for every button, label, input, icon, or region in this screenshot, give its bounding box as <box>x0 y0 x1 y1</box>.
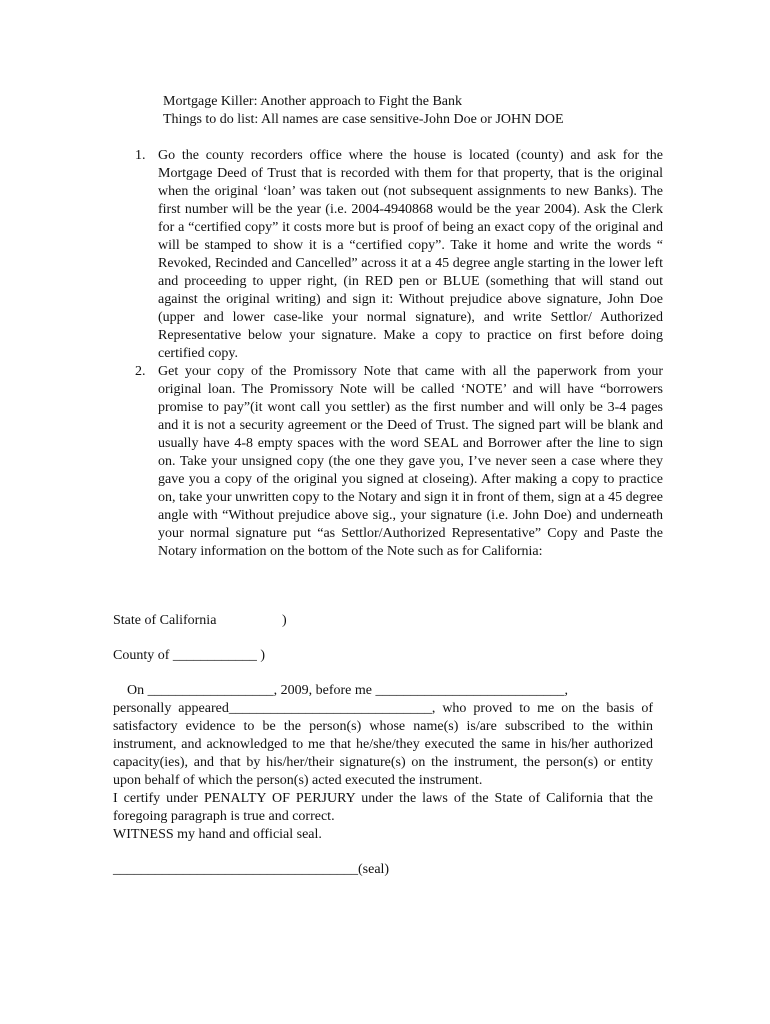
list-item <box>113 363 663 561</box>
county-line: County of ____________ ) <box>113 648 266 663</box>
list-item-number: 1. <box>135 148 146 163</box>
notary-first-line: On __________________, 2009, before me ___________________________, <box>127 683 568 698</box>
state-paren: ) <box>282 613 287 628</box>
witness-line: WITNESS my hand and official seal. <box>113 827 322 842</box>
list-item-text: Go the county recorders office where the house is located (county) and ask for the Mortgage Deed of Trust that is recorded with them for that property, that is the original when the original ‘loan’ was taken out (not subsequent assignments to new Banks). The first number will be the year (i.e. 2004-4940868 would be the year 2004). Ask the Clerk for a “certified copy” it costs more but is proof of being an exact copy of the original and will be stamped to show it is a “certified copy”. Take it home and write the words “ Revoked, Recinded and Cancelled” across it at a 45 degree angle starting in the lower left and proceeding to upper right, (in RED pen or BLUE (something that will stand out against the original writing) and sign it: Without prejudice above signature, John Doe (upper and lower case-like your normal signature), and write Settlor/ Authorized Representative below your signature. Make a copy to practice on first before doing certified copy. <box>158 148 663 361</box>
document-title: Mortgage Killer: Another approach to Fight the Bank <box>163 94 462 109</box>
seal-signature-line: ___________________________________(seal) <box>113 862 390 877</box>
notary-acknowledgment: personally appeared_____________________________, who proved to me on the basis of satisfactory evidence to be the person(s) whose name(s) is/are subscribed to the within instrument, and acknowledged to me that he/she/they executed the same in his/her authorized capacity(ies), and that by his/her/their signature(s) on the instrument, the person(s) or entity upon behalf of which the person(s) acted executed the instrument. <box>113 701 653 788</box>
state-label: State of California <box>113 613 217 628</box>
document-header <box>163 93 683 129</box>
certify-statement: I certify under PENALTY OF PERJURY under the laws of the State of California that the foregoing paragraph is true and correct. <box>113 791 653 824</box>
list-item-text: Get your copy of the Promissory Note that came with all the paperwork from your original loan. The Promissory Note will be called ‘NOTE’ and will have “borrowers promise to pay”(it wont call you settler) as the first number and will only be 3-4 pages and it is not a security agreement or the Deed of Trust. The signed part will be blank and usually have 4-8 empty spaces with the word SEAL and Borrower after the line to sign on. Take your unsigned copy (the one they gave you, I’ve never seen a case where they gave you a copy of the original you signed at closeing). After making a copy to practice on, take your unwritten copy to the Notary and sign it in front of them, sign at a 45 degree angle with “Without prejudice above sig., your signature (i.e. John Doe) and underneath your normal signature put “as Settlor/Authorized Representative” Copy and Paste the Notary information on the bottom of the Note such as for California: <box>158 364 663 559</box>
document-subtitle: Things to do list: All names are case sensitive-John Doe or JOHN DOE <box>163 112 564 127</box>
list-item-number: 2. <box>135 364 146 379</box>
list-item <box>113 147 663 363</box>
notary-block <box>113 682 653 844</box>
todo-list <box>113 147 663 561</box>
